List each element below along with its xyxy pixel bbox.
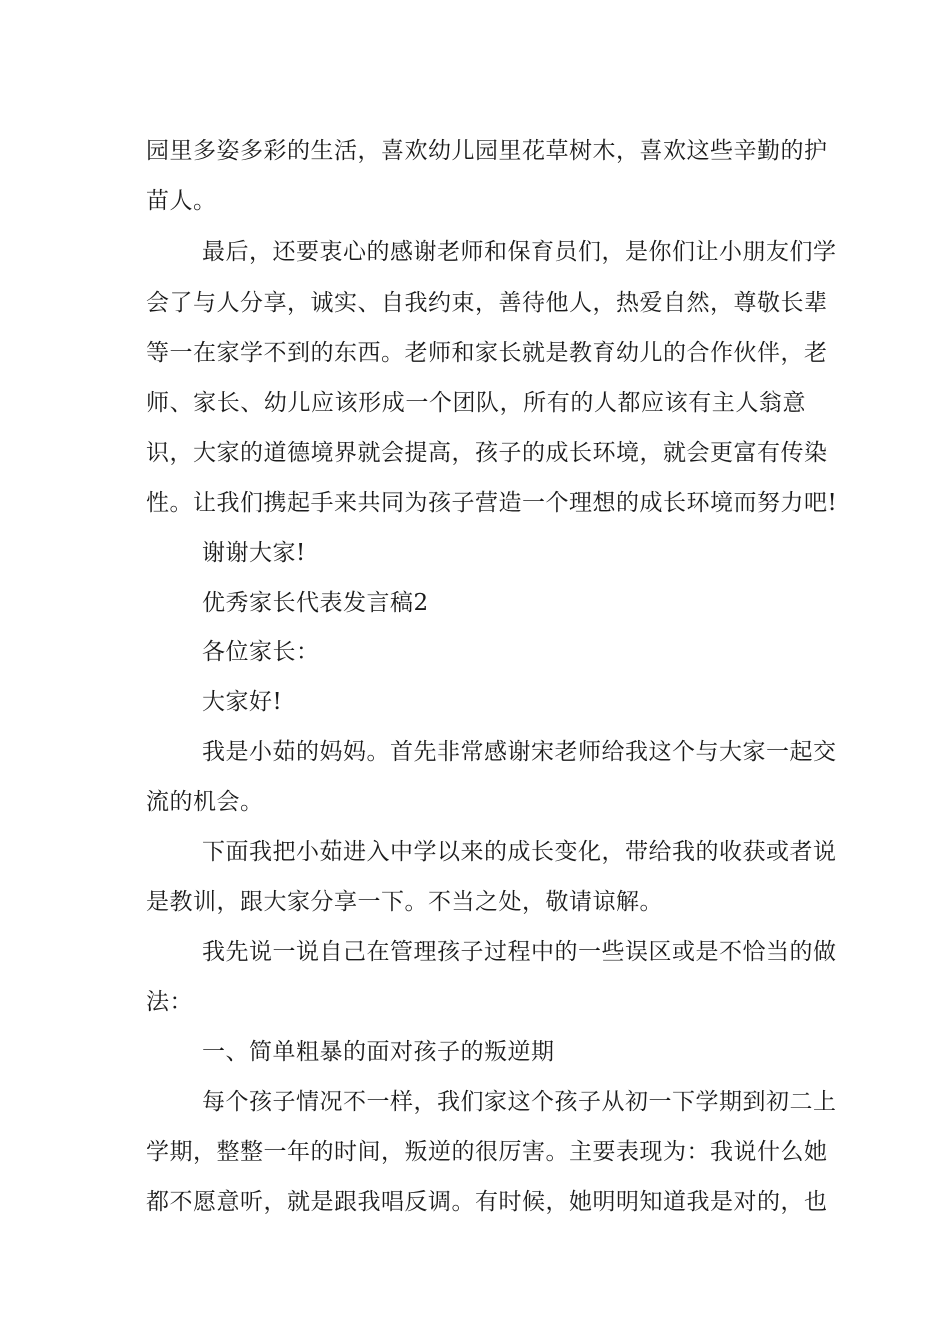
section-title: 优秀家长代表发言稿2 [202,590,429,616]
paragraph-line: 等一在家学不到的东西。老师和家长就是教育幼儿的合作伙伴，老 [146,340,828,366]
salutation-line: 各位家长： [202,639,320,665]
paragraph-line: 每个孩子情况不一样，我们家这个孩子从初一下学期到初二上 [202,1089,837,1115]
greeting-line: 大家好! [202,689,283,715]
paragraph-line: 最后，还要衷心的感谢老师和保育员们，是你们让小朋友们学 [202,239,837,265]
paragraph-line: 园里多姿多彩的生活，喜欢幼儿园里花草树木，喜欢这些辛勤的护 [146,138,828,164]
closing-line: 谢谢大家! [202,540,306,566]
paragraph-line: 识，大家的道德境界就会提高，孩子的成长环境，就会更富有传染 [146,440,828,466]
subheading: 一、简单粗暴的面对孩子的叛逆期 [202,1039,555,1065]
paragraph-line: 学期，整整一年的时间，叛逆的很厉害。主要表现为：我说什么她 [146,1139,828,1165]
paragraph-line: 会了与人分享，诚实、自我约束，善待他人，热爱自然，尊敬长辈 [146,290,828,316]
paragraph-line: 我先说一说自己在管理孩子过程中的一些误区或是不恰当的做 [202,939,837,965]
paragraph-line: 性。让我们携起手来共同为孩子营造一个理想的成长环境而努力吧! [146,490,838,516]
paragraph-line: 是教训，跟大家分享一下。不当之处，敬请谅解。 [146,889,663,915]
paragraph-line: 师、家长、幼儿应该形成一个团队，所有的人都应该有主人翁意 [146,390,806,416]
paragraph-line: 法： [146,989,193,1015]
paragraph-line: 流的机会。 [146,789,264,815]
paragraph-line: 下面我把小茹进入中学以来的成长变化，带给我的收获或者说 [202,839,837,865]
paragraph-line: 都不愿意听，就是跟我唱反调。有时候，她明明知道我是对的，也 [146,1189,828,1215]
paragraph-line: 我是小茹的妈妈。首先非常感谢宋老师给我这个与大家一起交 [202,739,837,765]
paragraph-line: 苗人。 [146,188,217,214]
